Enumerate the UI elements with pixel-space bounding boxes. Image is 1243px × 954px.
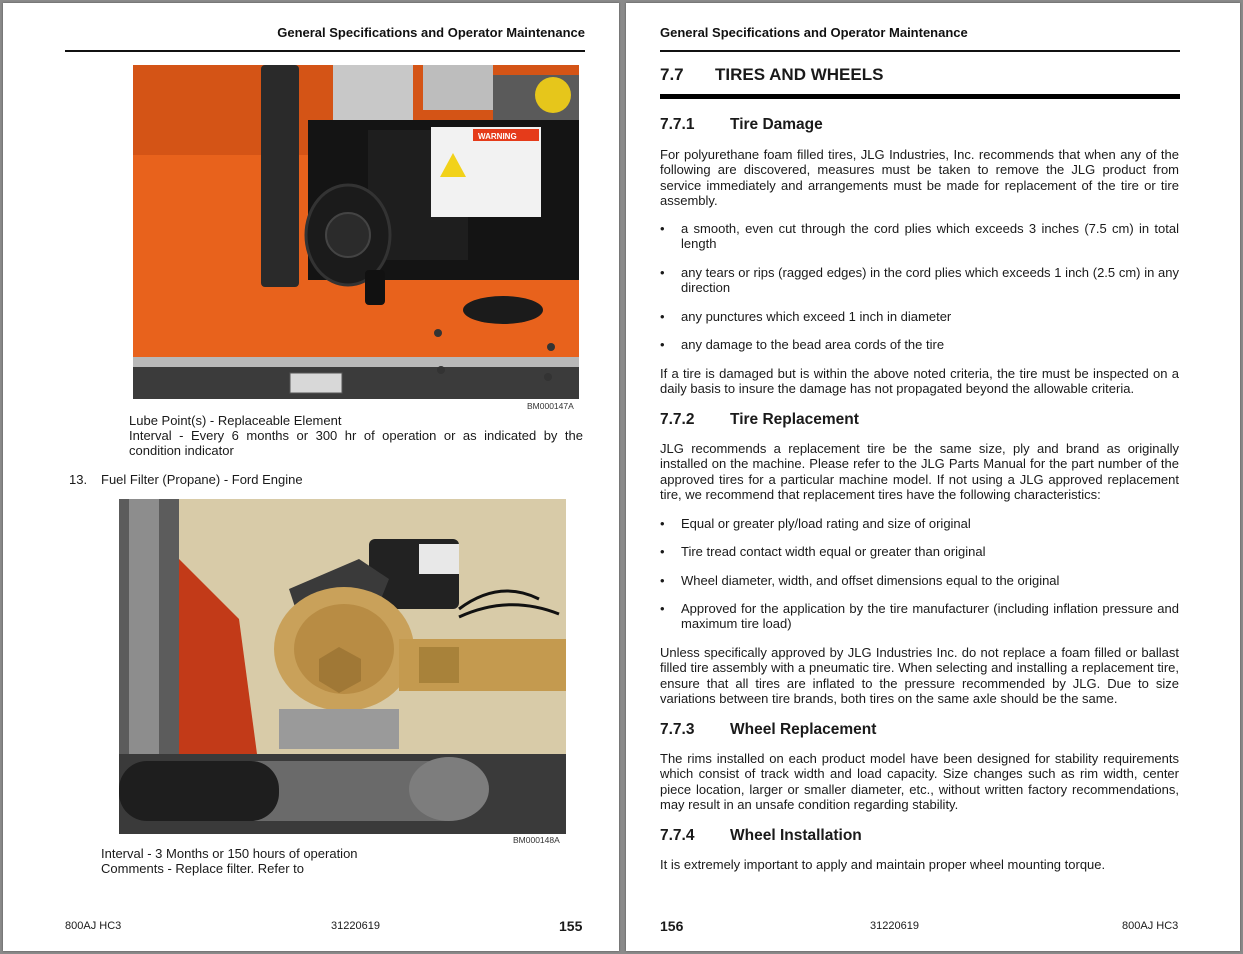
subsection-title [660, 827, 862, 845]
page-number: 156 [660, 918, 684, 934]
subsection-title [660, 411, 859, 429]
item-title: Fuel Filter (Propane) - Ford Engine [101, 472, 303, 487]
bullet-dot: • [660, 337, 665, 352]
bullet-text: any tears or rips (ragged edges) in the cord plies which exceeds 1 inch (2.5 cm) in any direction [681, 265, 1179, 296]
bullet-item [660, 601, 1179, 632]
bullet-dot: • [660, 573, 665, 588]
lube-point-text: Lube Point(s) - Replaceable Element [129, 413, 342, 428]
page-number: 155 [559, 918, 583, 934]
bullet-item [660, 337, 1179, 352]
running-head: General Specifications and Operator Maintenance [277, 25, 585, 40]
bullet-dot: • [660, 544, 665, 559]
section-rule [660, 94, 1180, 99]
bullet-text: any damage to the bead area cords of the tire [681, 337, 945, 352]
footer-model: 800AJ HC3 [65, 920, 122, 932]
paragraph: For polyurethane foam filled tires, JLG Industries, Inc. recommends that when any of the following are discovered, measures must be taken to remove the JLG product from service immediately and arrangements must be made for replacement of the tire or tire assembly. [660, 147, 1179, 208]
interval-text: Interval - Every 6 months or 300 hr of operation or as indicated by the condition indicator [129, 428, 583, 458]
bullet-text: Approved for the application by the tire manufacturer (including inflation pressure and maximum tire load) [681, 601, 1179, 632]
bullet-item [660, 516, 1179, 531]
paragraph: Unless specifically approved by JLG Industries Inc. do not replace a foam filled or ballast filled tire assembly with a pneumatic tire. When selecting and installing a replacement tire, ensure that all tires are inflated to the pressure recommended by JLG. Due to size variations between tire brands, both tires on the same axle should be the same. [660, 645, 1179, 706]
figure-id: BM000148A [513, 835, 560, 845]
subsection-title [660, 116, 823, 134]
paragraph: The rims installed on each product model have been designed for stability requirements which consist of track width and load capacity. Size changes such as rim width, center piece location, larger or smaller diameter, etc., without written factory recommendations, may result in an unsafe condition regarding stability. [660, 751, 1179, 812]
subsection-number: 7.7.2 [660, 411, 695, 428]
bullet-text: a smooth, even cut through the cord plies which exceeds 3 inches (7.5 cm) in total length [681, 221, 1179, 252]
subsection-title-text: Wheel Replacement [730, 721, 877, 738]
subsection-title-text: Wheel Installation [730, 827, 862, 844]
figure-id: BM000147A [527, 401, 574, 411]
footer-doc-number: 31220619 [331, 920, 380, 932]
section-number: 7.7 [660, 65, 684, 84]
bullet-item [660, 265, 1179, 296]
bullet-dot: • [660, 265, 665, 280]
warning-label-text: WARNING [478, 132, 517, 141]
running-head: General Specifications and Operator Maintenance [660, 25, 968, 40]
bullet-item [660, 573, 1179, 588]
bullet-text: any punctures which exceed 1 inch in diameter [681, 309, 952, 324]
engine-compartment-illustration [133, 65, 579, 399]
bullet-dot: • [660, 221, 665, 236]
bullet-item [660, 309, 1179, 324]
bullet-text: Tire tread contact width equal or greater than original [681, 544, 986, 559]
comments-text: Comments - Replace filter. Refer to [101, 861, 305, 876]
left-page [3, 3, 619, 951]
section-title [660, 65, 883, 85]
paragraph: If a tire is damaged but is within the above noted criteria, the tire must be inspected on a daily basis to insure the damage has not propagated beyond the allowable criteria. [660, 366, 1179, 397]
bullet-text: Wheel diameter, width, and offset dimensions equal to the original [681, 573, 1060, 588]
subsection-number: 7.7.4 [660, 827, 695, 844]
header-rule [660, 50, 1180, 52]
bullet-dot: • [660, 516, 665, 531]
bullet-item [660, 544, 1179, 559]
footer-model: 800AJ HC3 [1122, 920, 1179, 932]
footer-doc-number: 31220619 [870, 920, 919, 932]
paragraph: JLG recommends a replacement tire be the same size, ply and brand as originally installed on the machine. Please refer to the JLG Parts Manual for the part number of the approved tires for a particular machine model. If not using a JLG approved replacement tire, we recommend that replacement tires have the following characteristics: [660, 441, 1179, 502]
subsection-title-text: Tire Damage [730, 116, 823, 133]
bullet-text: Equal or greater ply/load rating and size of original [681, 516, 971, 531]
fuel-filter-photo [119, 499, 566, 834]
subsection-number: 7.7.1 [660, 116, 695, 133]
bullet-dot: • [660, 601, 665, 616]
subsection-number: 7.7.3 [660, 721, 695, 738]
subsection-title [660, 721, 876, 739]
header-rule [65, 50, 585, 52]
bullet-dot: • [660, 309, 665, 324]
fuel-filter-illustration [119, 499, 566, 834]
paragraph: It is extremely important to apply and maintain proper wheel mounting torque. [660, 857, 1106, 872]
section-title-text: TIRES AND WHEELS [715, 65, 884, 84]
right-page [626, 3, 1240, 951]
engine-compartment-photo [133, 65, 579, 399]
item-number: 13. [69, 472, 88, 487]
interval-text: Interval - 3 Months or 150 hours of operation [101, 846, 358, 861]
subsection-title-text: Tire Replacement [730, 411, 859, 428]
bullet-item [660, 221, 1179, 252]
